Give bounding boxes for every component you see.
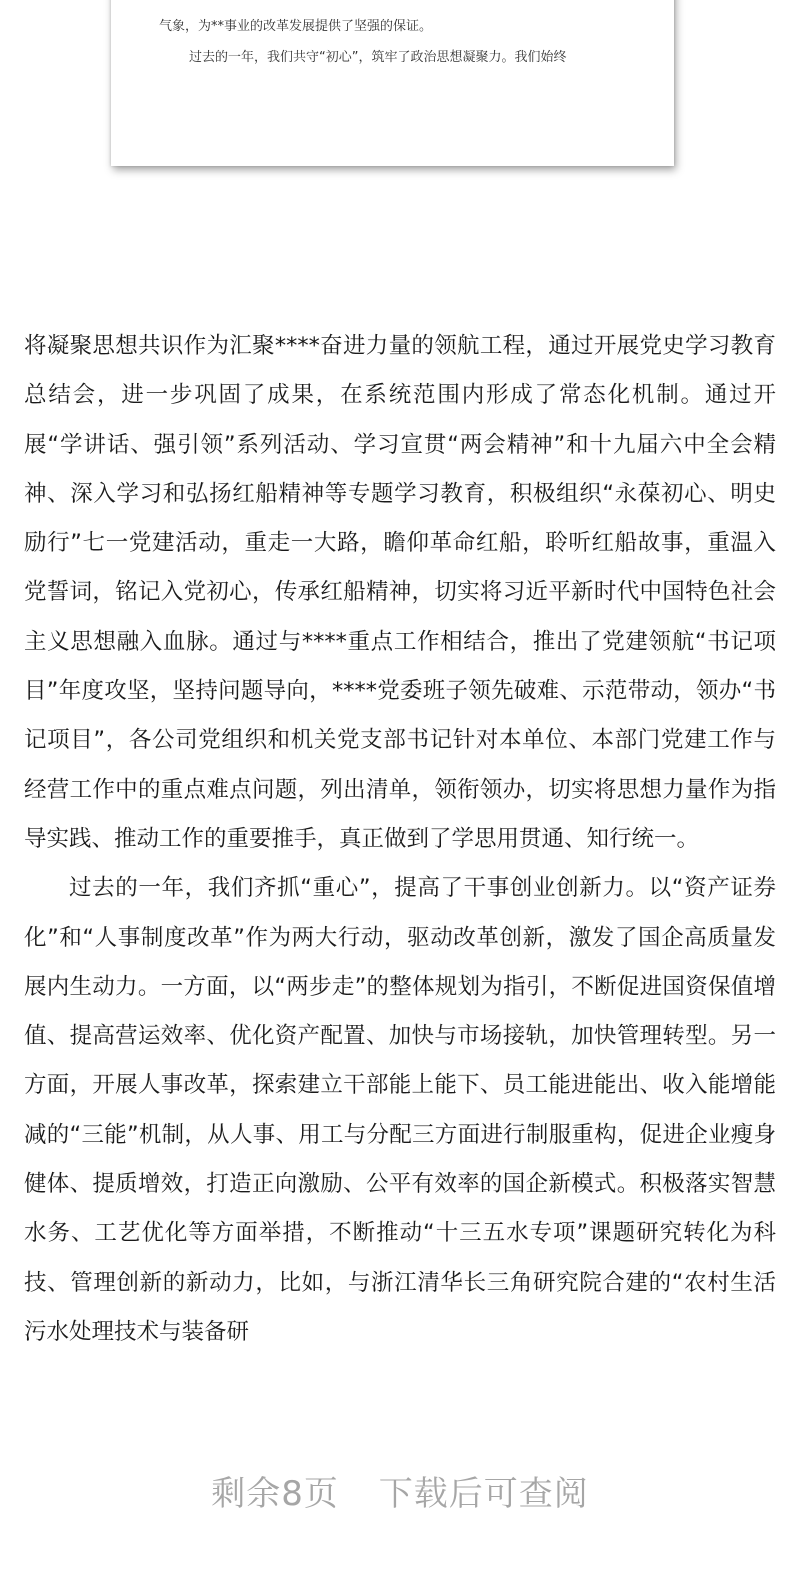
download-banner[interactable] [0, 1466, 800, 1515]
download-hint-label: 下载后可查阅 [378, 1474, 589, 1514]
remaining-pages-label: 剩余8页 [211, 1474, 339, 1514]
document-preview-card [111, 0, 674, 166]
preview-line-2: 过去的一年，我们共守“初心”，筑牢了政治思想凝聚力。我们始终 [189, 50, 567, 65]
paragraph-1: 将凝聚思想共识作为汇聚****奋进力量的领航工程，通过开展党史学习教育总结会，进一步巩固了成果，在系统范围内形成了常态化机制。通过开展“学讲话、强引领”系列活动、学习宣贯“两会精神”和十九届六中全会精神、深入学习和弘扬红船精神等专题学习教育，积极组织“永葆初心、明史励行”七一党建活动，重走一大路，瞻仰革命红船，聆听红船故事，重温入党誓词，铭记入党初心，传承红船精神，切实将习近平新时代中国特色社会主义思想融入血脉。通过与****重点工作相结合，推出了党建领航“书记项目”年度攻坚，坚持问题导向，****党委班子领先破难、示范带动，领办“书记项目”，各公司党组织和机关党支部书记针对本单位、本部门党建工作与经营工作中的重点难点问题，列出清单，领衔领办，切实将思想力量作为指导实践、推动工作的重要推手，真正做到了学思用贯通、知行统一。 [24, 333, 776, 852]
document-body [24, 322, 776, 1357]
paragraph-2: 过去的一年，我们齐抓“重心”，提高了干事创业创新力。以“资产证券化”和“人事制度改革”作为两大行动，驱动改革创新，激发了国企高质量发展内生动力。一方面，以“两步走”的整体规划为指引，不断促进国资保值增值、提高营运效率、优化资产配置、加快与市场接轨，加快管理转型。另一方面，开展人事改革，探索建立干部能上能下、员工能进能出、收入能增能减的“三能”机制，从人事、用工与分配三方面进行制服重构，促进企业瘦身健体、提质增效，打造正向激励、公平有效率的国企新模式。积极落实智慧水务、工艺优化等方面举措，不断推动“十三五水专项”课题研究转化为科技、管理创新的新动力，比如，与浙江清华长三角研究院合建的“农村生活污水处理技术与装备研 [24, 875, 776, 1345]
preview-line-1: 气象，为**事业的改革发展提供了坚强的保证。 [159, 19, 433, 34]
